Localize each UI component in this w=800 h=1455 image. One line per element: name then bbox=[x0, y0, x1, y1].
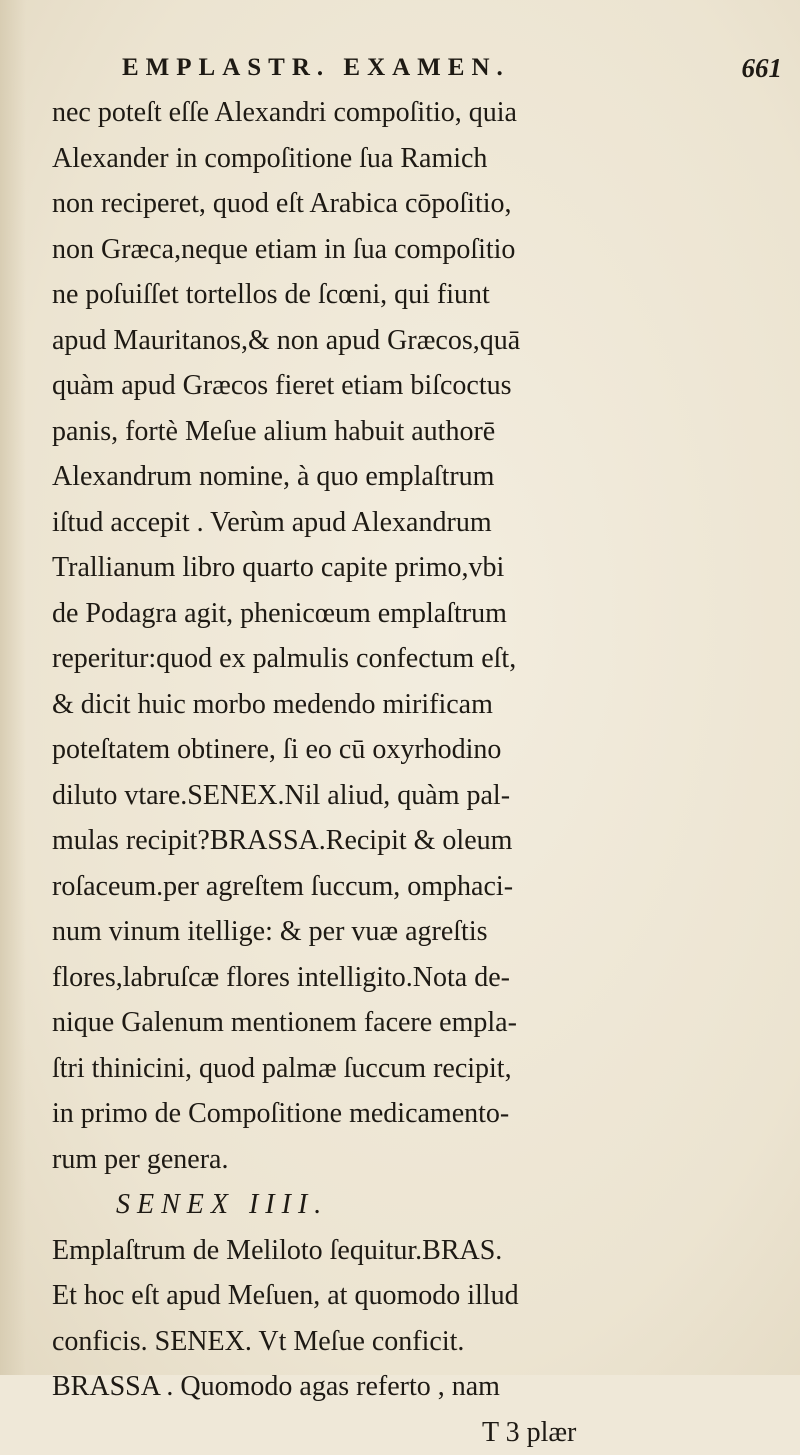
text-line: reperitur:quod ex palmulis confectum eſt, bbox=[52, 636, 792, 682]
text-line: non reciperet, quod eſt Arabica cōpoſitio, bbox=[52, 181, 792, 227]
text-line: quàm apud Græcos fieret etiam biſcoctus bbox=[52, 363, 792, 409]
gutter-shadow bbox=[0, 0, 26, 1375]
section-heading: SENEX IIII. bbox=[52, 1182, 792, 1228]
text-line: num vinum itellige: & per vuæ agreſtis bbox=[52, 909, 792, 955]
text-line: Trallianum libro quarto capite primo,vbi bbox=[52, 545, 792, 591]
text-line: diluto vtare.SENEX.Nil aliud, quàm pal- bbox=[52, 773, 792, 819]
text-line: Alexandrum nomine, à quo emplaſtrum bbox=[52, 454, 792, 500]
text-line: ſtri thinicini, quod palmæ ſuccum recipit, bbox=[52, 1046, 792, 1092]
text-line: nec poteſt eſſe Alexandri compoſitio, quia bbox=[52, 90, 792, 136]
running-head: EMPLASTR. EXAMEN. bbox=[122, 48, 510, 88]
text-line: BRASSA . Quomodo agas referto , nam bbox=[52, 1364, 792, 1410]
text-line: Alexander in compoſitione ſua Ramich bbox=[52, 136, 792, 182]
text-line: flores,labruſcæ flores intelligito.Nota de- bbox=[52, 955, 792, 1001]
text-line: de Podagra agit, phenicœum emplaſtrum bbox=[52, 591, 792, 637]
text-line: & dicit huic morbo medendo mirificam bbox=[52, 682, 792, 728]
text-line: Emplaſtrum de Meliloto ſequitur.BRAS. bbox=[52, 1228, 792, 1274]
page-header bbox=[122, 48, 782, 88]
text-line: mulas recipit?BRASSA.Recipit & oleum bbox=[52, 818, 792, 864]
text-line: roſaceum.per agreſtem ſuccum, omphaci- bbox=[52, 864, 792, 910]
text-line: panis, fortè Meſue alium habuit authorē bbox=[52, 409, 792, 455]
text-line: ne poſuiſſet tortellos de ſcœni, qui fiunt bbox=[52, 272, 792, 318]
page-number: 661 bbox=[742, 48, 783, 88]
signature-catchword-line: T 3 plær bbox=[52, 1410, 792, 1455]
text-line: poteſtatem obtinere, ſi eo cū oxyrhodino bbox=[52, 727, 792, 773]
text-line: in primo de Compoſitione medicamento- bbox=[52, 1091, 792, 1137]
text-line: apud Mauritanos,& non apud Græcos,quā bbox=[52, 318, 792, 364]
text-line: nique Galenum mentionem facere empla- bbox=[52, 1000, 792, 1046]
body-text bbox=[52, 90, 792, 1455]
text-line: non Græca,neque etiam in ſua compoſitio bbox=[52, 227, 792, 273]
text-line: iſtud accepit . Verùm apud Alexandrum bbox=[52, 500, 792, 546]
text-line: Et hoc eſt apud Meſuen, at quomodo illud bbox=[52, 1273, 792, 1319]
text-line: conficis. SENEX. Vt Meſue conficit. bbox=[52, 1319, 792, 1365]
text-line: rum per genera. bbox=[52, 1137, 792, 1183]
